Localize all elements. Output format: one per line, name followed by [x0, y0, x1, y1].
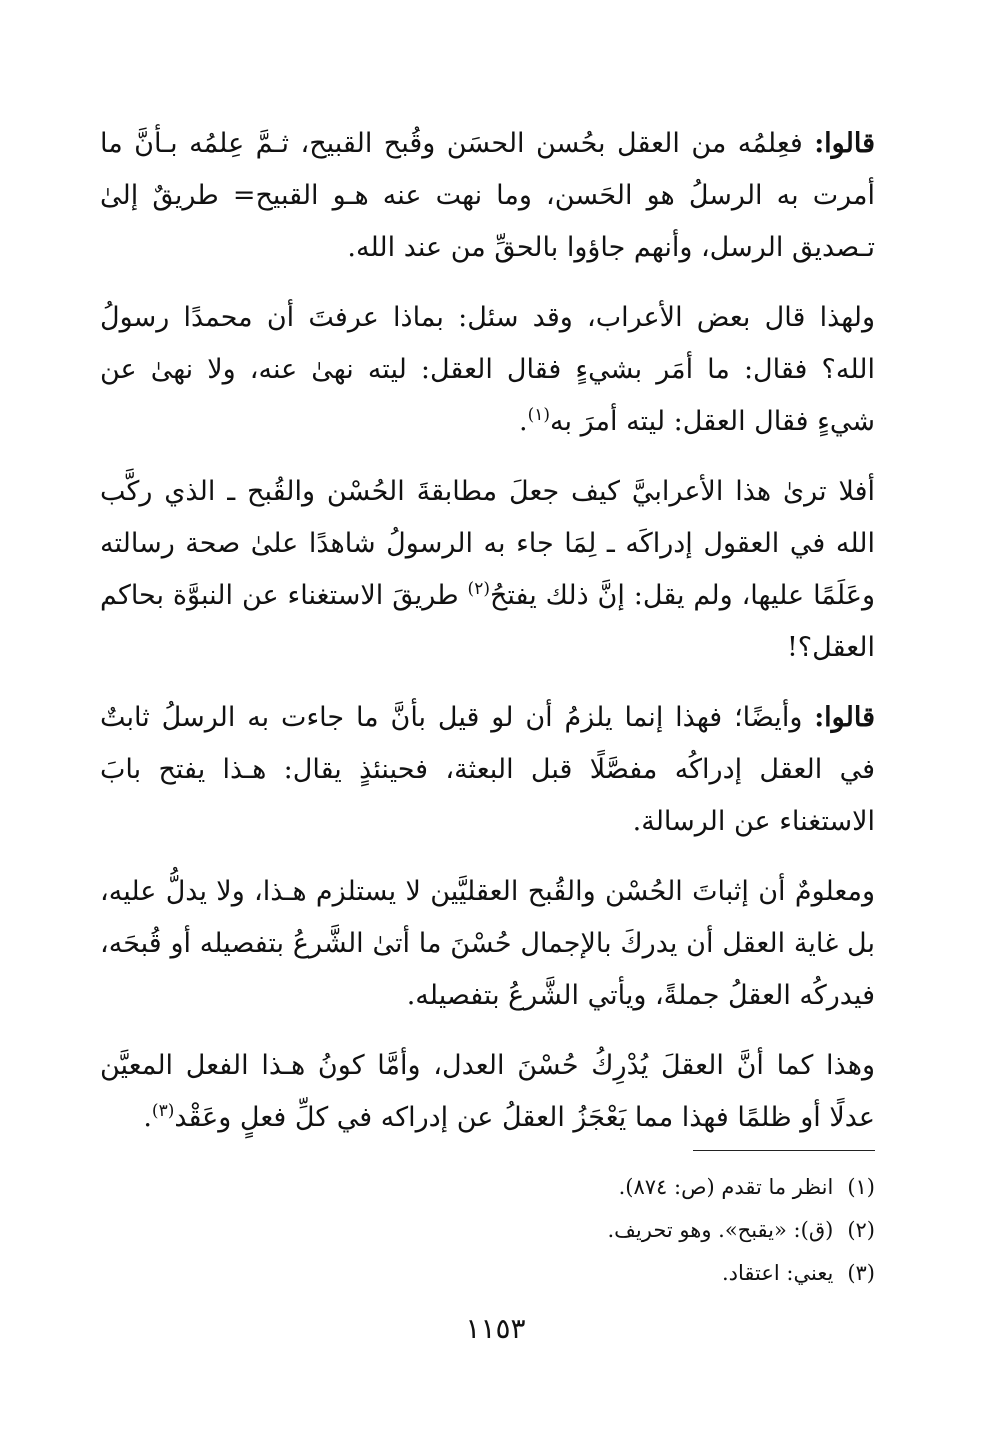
footnote: [100, 1166, 875, 1209]
page-number: ١١٥٣: [465, 1312, 526, 1345]
paragraph-text: ولهذا قال بعض الأعراب، وقد سئل: بماذا عرفتَ أن محمدًا رسولُ الله؟ فقال: ما أمَر بشيءٍ فقال العقل: ليته نهىٰ عنه، ولا نهىٰ عن شيءٍ فقال العقل: ليته أمرَ به: [100, 302, 875, 437]
footnote: [100, 1209, 875, 1252]
paragraph: [100, 118, 875, 274]
paragraph: [100, 1040, 875, 1144]
footnotes: [100, 1166, 875, 1295]
footnote-reference[interactable]: (٢): [467, 579, 490, 599]
footnote-number: (١): [847, 1175, 875, 1199]
paragraph-text: وأيضًا؛ فهذا إنما يلزمُ أن لو قيل بأنَّ ما جاءت به الرسلُ ثابتٌ في العقل إدراكُه مفصَّلًا قبل البعثة، فحينئذٍ يقال: هـذا يفتح بابَ الاستغناء عن الرسالة.: [100, 702, 875, 837]
paragraph: [100, 292, 875, 448]
main-text: [100, 118, 875, 1144]
footnote: [100, 1252, 875, 1295]
paragraph-text: .: [143, 1102, 152, 1133]
paragraph-text: ومعلومٌ أن إثباتَ الحُسْن والقُبح العقليَّين لا يستلزم هـذا، ولا يدلُّ عليه، بل غاية العقل أن يدركَ بالإجمال حُسْنَ ما أتىٰ الشَّرعُ بتفصيله أو قُبحَه، فيدركُه العقلُ جملةً، ويأتي الشَّرعُ بتفصيله.: [100, 876, 875, 1011]
paragraph: [100, 866, 875, 1022]
paragraph-text: وهذا كما أنَّ العقلَ يُدْرِكُ حُسْنَ العدل، وأمَّا كونُ هـذا الفعل المعيَّن عدلًا أو ظلمًا فهذا مما يَعْجَزُ العقلُ عن إدراكه في كلِّ فعلٍ وعَقْد: [100, 1050, 875, 1133]
footnote-text: انظر ما تقدم (ص: ٨٧٤).: [618, 1175, 834, 1199]
paragraph-lead: قالوا:: [814, 128, 875, 159]
footnote-number: (٢): [847, 1218, 875, 1242]
paragraph: [100, 466, 875, 674]
footnote-reference[interactable]: (١): [527, 405, 551, 425]
footnote-number: (٣): [847, 1261, 875, 1285]
footnote-divider: [693, 1150, 875, 1151]
paragraph-text: أفلا ترىٰ هذا الأعرابيَّ كيف جعلَ مطابقةَ الحُسْن والقُبح ـ الذي ركَّب الله في العقول إدراكَه ـ لِمَا جاء به الرسولُ شاهدًا علىٰ صحة رسالته وعَلَمًا عليها، ولم يقل: إنَّ ذلك يفتحُ: [100, 476, 875, 611]
paragraph-text: طريقَ الاستغناء عن النبوَّة بحاكم العقل؟!: [100, 580, 875, 663]
footnote-text: يعني: اعتقاد.: [721, 1261, 834, 1285]
paragraph-text: فعِلمُه من العقل بحُسن الحسَن وقُبح القبيح، ثـمَّ عِلمُه بـأنَّ ما أمرت به الرسلُ هو الحَسن، وما نهت عنه هـو القبيح= طريقٌ إلىٰ تـصديق الرسل، وأنهم جاؤوا بالحقِّ من عند الله.: [100, 128, 875, 263]
footnote-text: (ق): «يقبح». وهو تحريف.: [607, 1218, 834, 1242]
paragraph-lead: قالوا:: [814, 702, 875, 733]
footnote-reference[interactable]: (٣): [151, 1101, 175, 1121]
paragraph: [100, 692, 875, 848]
paragraph-text: .: [519, 406, 528, 437]
